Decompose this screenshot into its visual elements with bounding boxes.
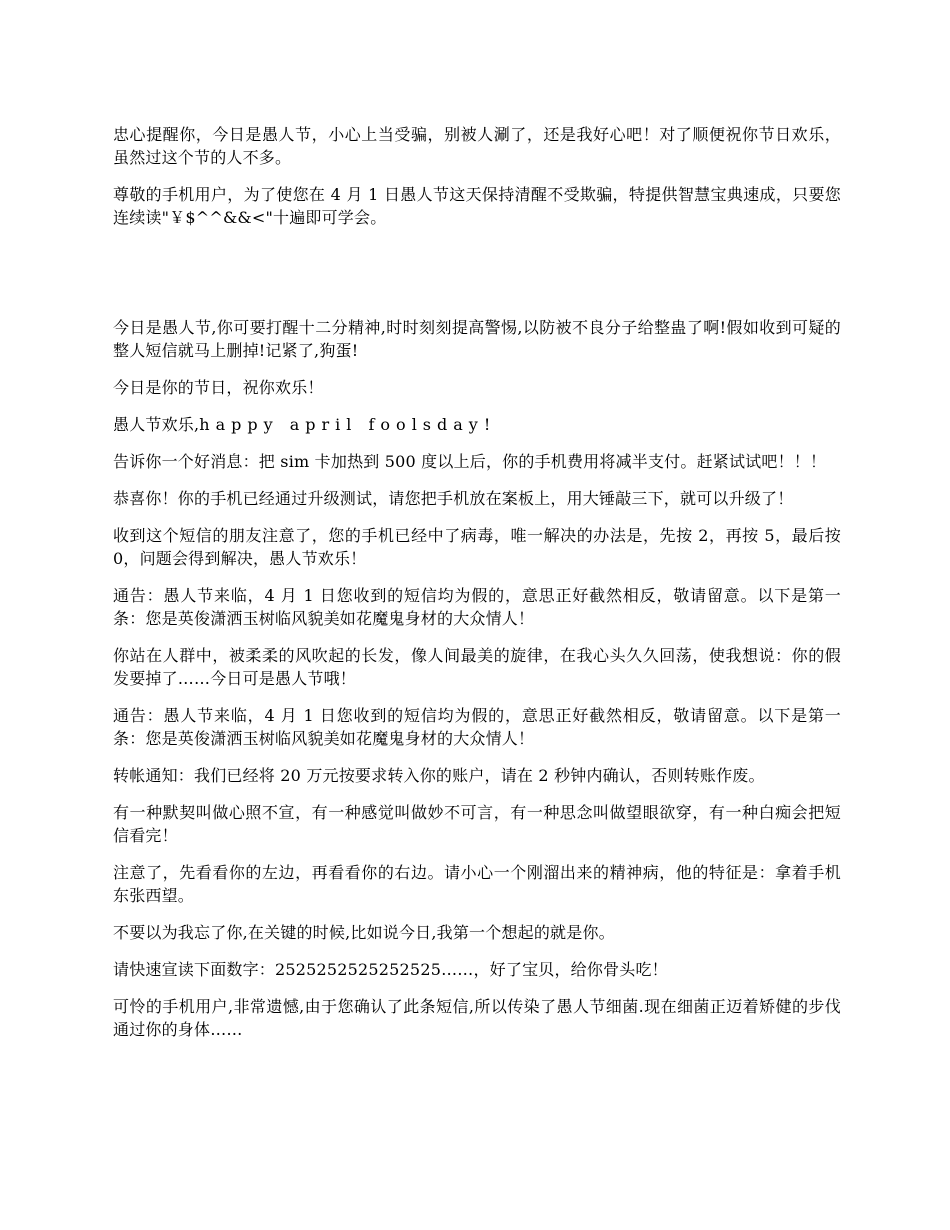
paragraph-wisdom-guide: 尊敬的手机用户，为了使您在 4 月 1 日愚人节这天保持清醒不受欺骗，特提供智慧宝典速成，只要您连续读"￥$^^&&<"十遍即可学会。 [113,185,841,227]
happy-prefix: 愚人节欢乐, [113,415,200,434]
paragraph-numbers: 请快速宣读下面数字：2525252525252525……，好了宝贝，给你骨头吃！ [113,960,668,979]
happy-april-fools-spaced: happy april foolsday! [199,415,497,434]
paragraph-look-around: 注意了，先看看你的左边，再看看你的右边。请小心一个刚溜出来的精神病，他的特征是：拿着手机东张西望。 [113,863,841,905]
paragraph-virus: 收到这个短信的朋友注意了，您的手机已经中了病毒，唯一解决的办法是，先按 2，再按 5，最后按 0，问题会得到解决，愚人节欢乐！ [113,526,841,568]
paragraph-wig: 你站在人群中，被柔柔的风吹起的长发，像人间最美的旋律，在我心头久久回荡，使我想说：你的假发要掉了……今日可是愚人节哦！ [113,646,841,688]
paragraph-reminder: 忠心提醒你，今日是愚人节，小心上当受骗，别被人涮了，还是我好心吧！对了顺便祝你节日欢乐，虽然过这个节的人不多。 [113,125,841,167]
paragraph-sim-card: 告诉你一个好消息：把 sim 卡加热到 500 度以上后，你的手机费用将减半支付。赶紧试试吧！！！ [113,452,827,471]
paragraph-upgrade: 恭喜你！你的手机已经通过升级测试，请您把手机放在案板上，用大锤敲三下，就可以升级了！ [113,489,794,508]
section-gap [113,243,841,316]
paragraph-not-forgotten: 不要以为我忘了你,在关键的时候,比如说今日,我第一个想起的就是你。 [113,923,615,942]
paragraph-tacit: 有一种默契叫做心照不宣，有一种感觉叫做妙不可言，有一种思念叫做望眼欲穿，有一种白痴会把短信看完！ [113,803,841,845]
paragraph-stay-alert: 今日是愚人节,你可要打醒十二分精神,时时刻刻提高警惕,以防被不良分子给整蛊了啊!假如收到可疑的整人短信就马上删掉!记紧了,狗蛋! [113,318,841,360]
paragraph-notice-1: 通告：愚人节来临，4 月 1 日您收到的短信均为假的，意思正好截然相反，敬请留意。以下是第一条：您是英俊潇洒玉树临风貌美如花魔鬼身材的大众情人！ [113,586,841,628]
document-page [113,123,841,1055]
paragraph-bacteria: 可怜的手机用户,非常遗憾,由于您确认了此条短信,所以传染了愚人节细菌.现在细菌正迈着矫健的步伐通过你的身体…… [113,997,841,1039]
paragraph-happy-april-fools [113,413,841,436]
paragraph-your-holiday: 今日是你的节日，祝你欢乐！ [113,378,324,397]
paragraph-notice-2: 通告：愚人节来临，4 月 1 日您收到的短信均为假的，意思正好截然相反，敬请留意。以下是第一条：您是英俊潇洒玉树临风貌美如花魔鬼身材的大众情人！ [113,706,841,748]
paragraph-transfer: 转帐通知：我们已经将 20 万元按要求转入你的账户，请在 2 秒钟内确认，否则转账作废。 [113,766,765,785]
